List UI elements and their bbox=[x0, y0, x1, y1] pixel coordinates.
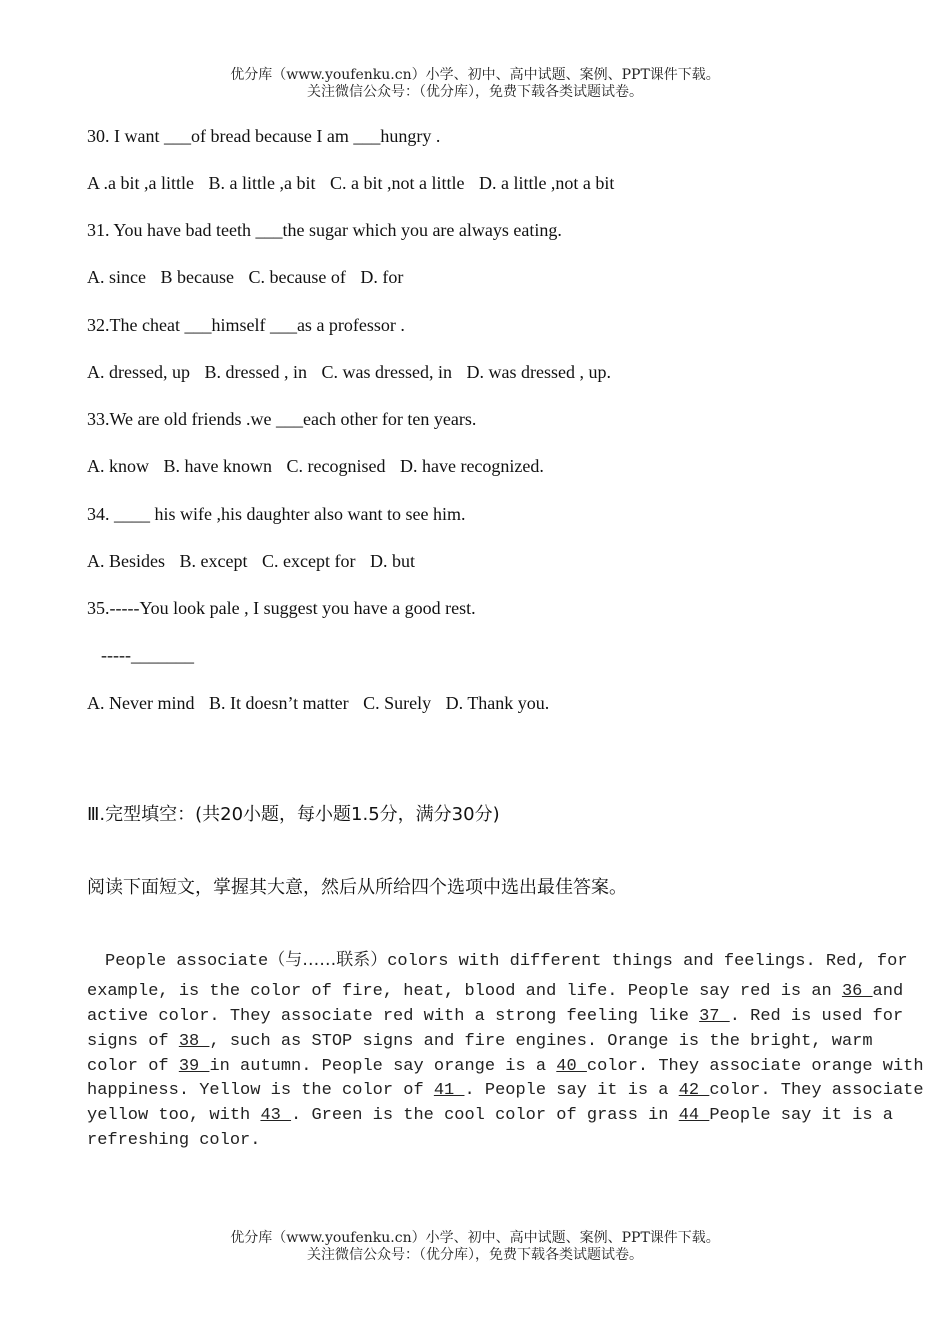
option-c: C. recognised bbox=[286, 456, 386, 476]
passage-line-7: yellow too, with 43 . Green is the cool color of grass in 44 People say it is a bbox=[87, 1106, 893, 1125]
option-d: D. have recognized. bbox=[399, 456, 544, 476]
question-31-options bbox=[87, 267, 403, 288]
blank-36: 36 bbox=[841, 982, 873, 1001]
option-b: B. dressed , in bbox=[204, 362, 307, 382]
passage-line-5: color of 39 in autumn. People say orange is a 40 color. They associate orange with bbox=[87, 1057, 924, 1076]
page-header bbox=[0, 67, 950, 101]
section-title: Ⅲ.完型填空：(共20小题，每小题1.5分，满分30分) bbox=[87, 804, 500, 825]
question-33-options bbox=[87, 456, 544, 477]
passage-line-2: example, is the color of fire, heat, blood and life. People say red is an 36 and bbox=[87, 982, 904, 1001]
option-a: A. dressed, up bbox=[87, 362, 190, 382]
blank-38: 38 bbox=[178, 1032, 210, 1051]
option-d: D. for bbox=[360, 267, 404, 287]
option-a: A. Never mind bbox=[87, 693, 195, 713]
header-line-2: 关注微信公众号：（优分库），免费下载各类试题试卷。 bbox=[307, 84, 643, 100]
option-d: D. but bbox=[369, 551, 415, 571]
question-30-options bbox=[87, 173, 614, 194]
page-footer bbox=[0, 1230, 950, 1264]
passage-line-3: active color. They associate red with a strong feeling like 37 . Red is used for bbox=[87, 1007, 904, 1026]
passage-line-8: refreshing color. bbox=[87, 1131, 261, 1150]
blank-39: 39 bbox=[178, 1057, 210, 1076]
option-c: C. Surely bbox=[363, 693, 432, 713]
option-a: A .a bit ,a little bbox=[87, 173, 194, 193]
header-line-1: 优分库（www.youfenku.cn）小学、初中、高中试题、案例、PPT课件下载。 bbox=[230, 67, 720, 83]
option-d: D. Thank you. bbox=[445, 693, 550, 713]
option-b: B because bbox=[160, 267, 234, 287]
question-32-options bbox=[87, 362, 611, 383]
option-d: D. was dressed , up. bbox=[466, 362, 611, 382]
option-d: D. a little ,not a bit bbox=[478, 173, 615, 193]
question-32-stem: 32.The cheat ___himself ___as a professor . bbox=[87, 315, 405, 335]
question-30-stem: 30. I want ___of bread because I am ___hungry . bbox=[87, 126, 441, 146]
option-b: B. a little ,a bit bbox=[208, 173, 316, 193]
blank-44: 44 bbox=[678, 1106, 710, 1125]
blank-42: 42 bbox=[678, 1081, 710, 1100]
question-34-options bbox=[87, 551, 415, 572]
footer-line-2: 关注微信公众号：（优分库），免费下载各类试题试卷。 bbox=[307, 1247, 643, 1263]
blank-43: 43 bbox=[260, 1106, 292, 1125]
option-c: C. was dressed, in bbox=[321, 362, 452, 382]
passage-line-1: People associate（与……联系）colors with different things and feelings. Red, for bbox=[105, 950, 908, 971]
question-34-stem: 34. ____ his wife ,his daughter also want to see him. bbox=[87, 504, 466, 524]
question-35-reply-blank: -----_______ bbox=[101, 645, 194, 665]
blank-40: 40 bbox=[556, 1057, 587, 1076]
option-c: C. because of bbox=[248, 267, 346, 287]
option-b: B. except bbox=[179, 551, 248, 571]
question-31-stem: 31. You have bad teeth ___the sugar which you are always eating. bbox=[87, 220, 562, 240]
passage-line-6: happiness. Yellow is the color of 41 . People say it is a 42 color. They associate bbox=[87, 1081, 924, 1100]
passage-line-4: signs of 38 , such as STOP signs and fire engines. Orange is the bright, warm bbox=[87, 1032, 873, 1051]
blank-41: 41 bbox=[433, 1081, 465, 1100]
option-a: A. Besides bbox=[87, 551, 165, 571]
option-c: C. except for bbox=[261, 551, 356, 571]
question-35-options bbox=[87, 693, 549, 714]
footer-line-1: 优分库（www.youfenku.cn）小学、初中、高中试题、案例、PPT课件下载。 bbox=[230, 1230, 720, 1246]
option-a: A. know bbox=[87, 456, 149, 476]
blank-37: 37 bbox=[699, 1007, 730, 1026]
option-a: A. since bbox=[87, 267, 146, 287]
question-33-stem: 33.We are old friends .we ___each other for ten years. bbox=[87, 409, 477, 429]
section-instruction: 阅读下面短文，掌握其大意，然后从所给四个选项中选出最佳答案。 bbox=[87, 877, 627, 898]
option-b: B. It doesn’t matter bbox=[208, 693, 349, 713]
option-b: B. have known bbox=[163, 456, 272, 476]
question-35-stem: 35.-----You look pale , I suggest you have a good rest. bbox=[87, 598, 476, 618]
option-c: C. a bit ,not a little bbox=[329, 173, 465, 193]
